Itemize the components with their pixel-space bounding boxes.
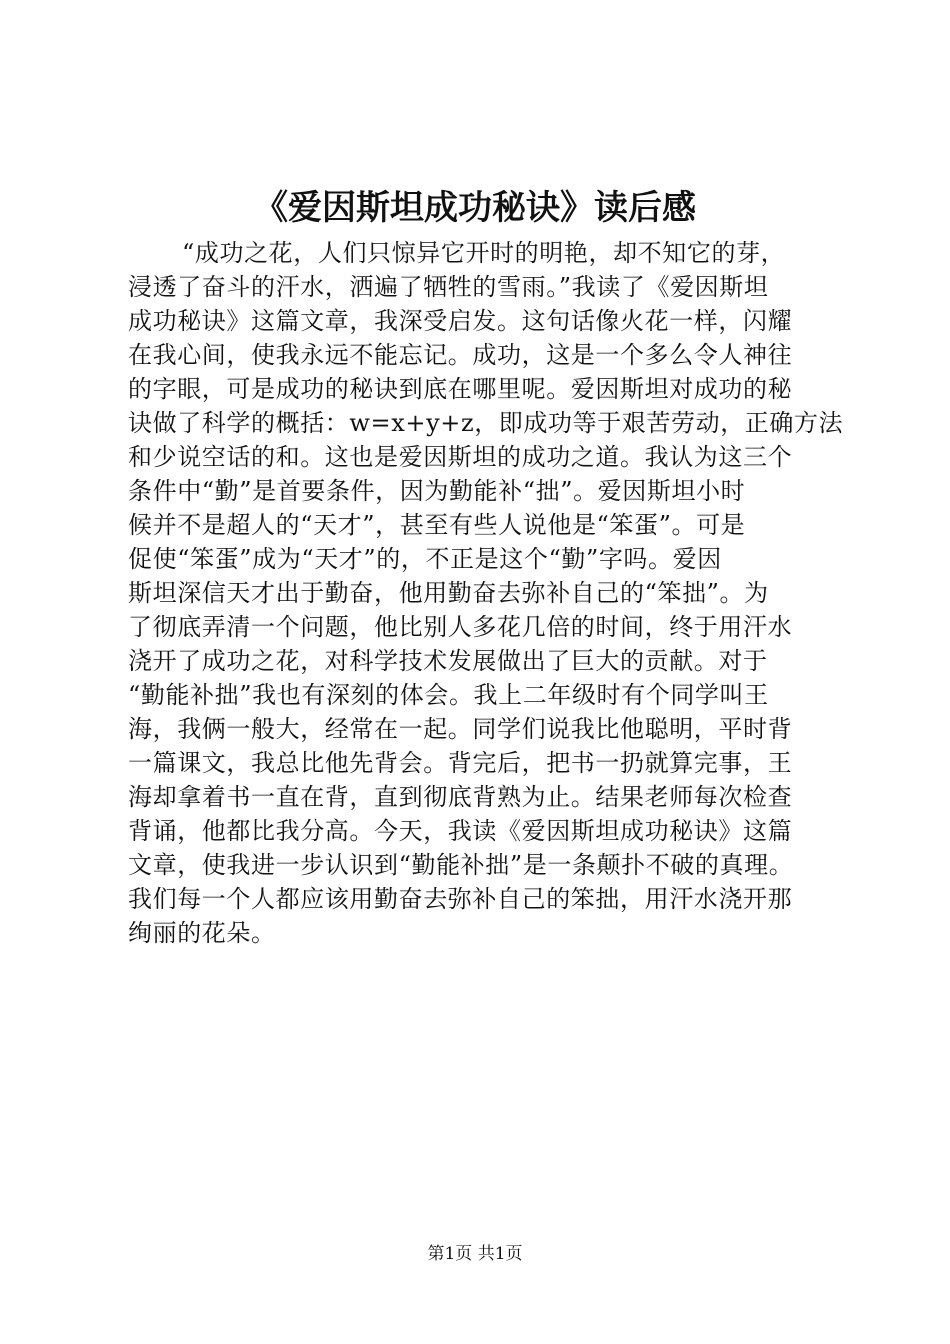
essay-line: “勤能补拙”我也有深刻的体会。我上二年级时有个同学叫王 — [128, 681, 769, 709]
essay-line: 斯坦深信天才出于勤奋，他用勤奋去弥补自己的“笨拙”。为 — [128, 579, 769, 607]
essay-line: 文章，使我进一步认识到“勤能补拙”是一条颠扑不破的真理。 — [128, 851, 794, 879]
essay-line: 促使“笨蛋”成为“天才”的，不正是这个“勤”字吗。爱因 — [128, 545, 722, 573]
essay-line: 浸透了奋斗的汗水，洒遍了牺牲的雪雨。”我读了《爱因斯坦 — [128, 273, 769, 301]
essay-line: 诀做了科学的概括：w=x+y+z，即成功等于艰苦劳动，正确方法 — [128, 409, 844, 437]
essay-line: 在我心间，使我永远不能忘记。成功，这是一个多么令人神往 — [128, 341, 793, 369]
essay-line: 海，我俩一般大，经常在一起。同学们说我比他聪明，平时背 — [128, 715, 793, 743]
essay-line: “成功之花，人们只惊异它开时的明艳，却不知它的芽， — [182, 239, 786, 267]
essay-line: 我们每一个人都应该用勤奋去弥补自己的笨拙，用汗水浇开那 — [128, 885, 793, 913]
page-number-footer: 第1页 共1页 — [427, 1244, 523, 1264]
essay-line: 海却拿着书一直在背，直到彻底背熟为止。结果老师每次检查 — [128, 783, 793, 811]
essay-body — [128, 236, 844, 950]
essay-line: 绚丽的花朵。 — [128, 919, 276, 947]
essay-line: 一篇课文，我总比他先背会。背完后，把书一扔就算完事，王 — [128, 749, 793, 777]
essay-line: 候并不是超人的“天才”，甚至有些人说他是“笨蛋”。可是 — [128, 511, 746, 539]
essay-line: 条件中“勤”是首要条件，因为勤能补“拙”。爱因斯坦小时 — [128, 477, 746, 505]
essay-line: 背诵，他都比我分高。今天，我读《爱因斯坦成功秘诀》这篇 — [128, 817, 793, 845]
essay-line: 了彻底弄清一个问题，他比别人多花几倍的时间，终于用汗水 — [128, 613, 793, 641]
document-title: 《爱因斯坦成功秘诀》读后感 — [254, 188, 696, 228]
essay-line: 的字眼，可是成功的秘诀到底在哪里呢。爱因斯坦对成功的秘 — [128, 375, 793, 403]
essay-line: 浇开了成功之花，对科学技术发展做出了巨大的贡献。对于 — [128, 647, 768, 675]
essay-line: 和少说空话的和。这也是爱因斯坦的成功之道。我认为这三个 — [128, 443, 793, 471]
essay-line: 成功秘诀》这篇文章，我深受启发。这句话像火花一样，闪耀 — [128, 307, 793, 335]
